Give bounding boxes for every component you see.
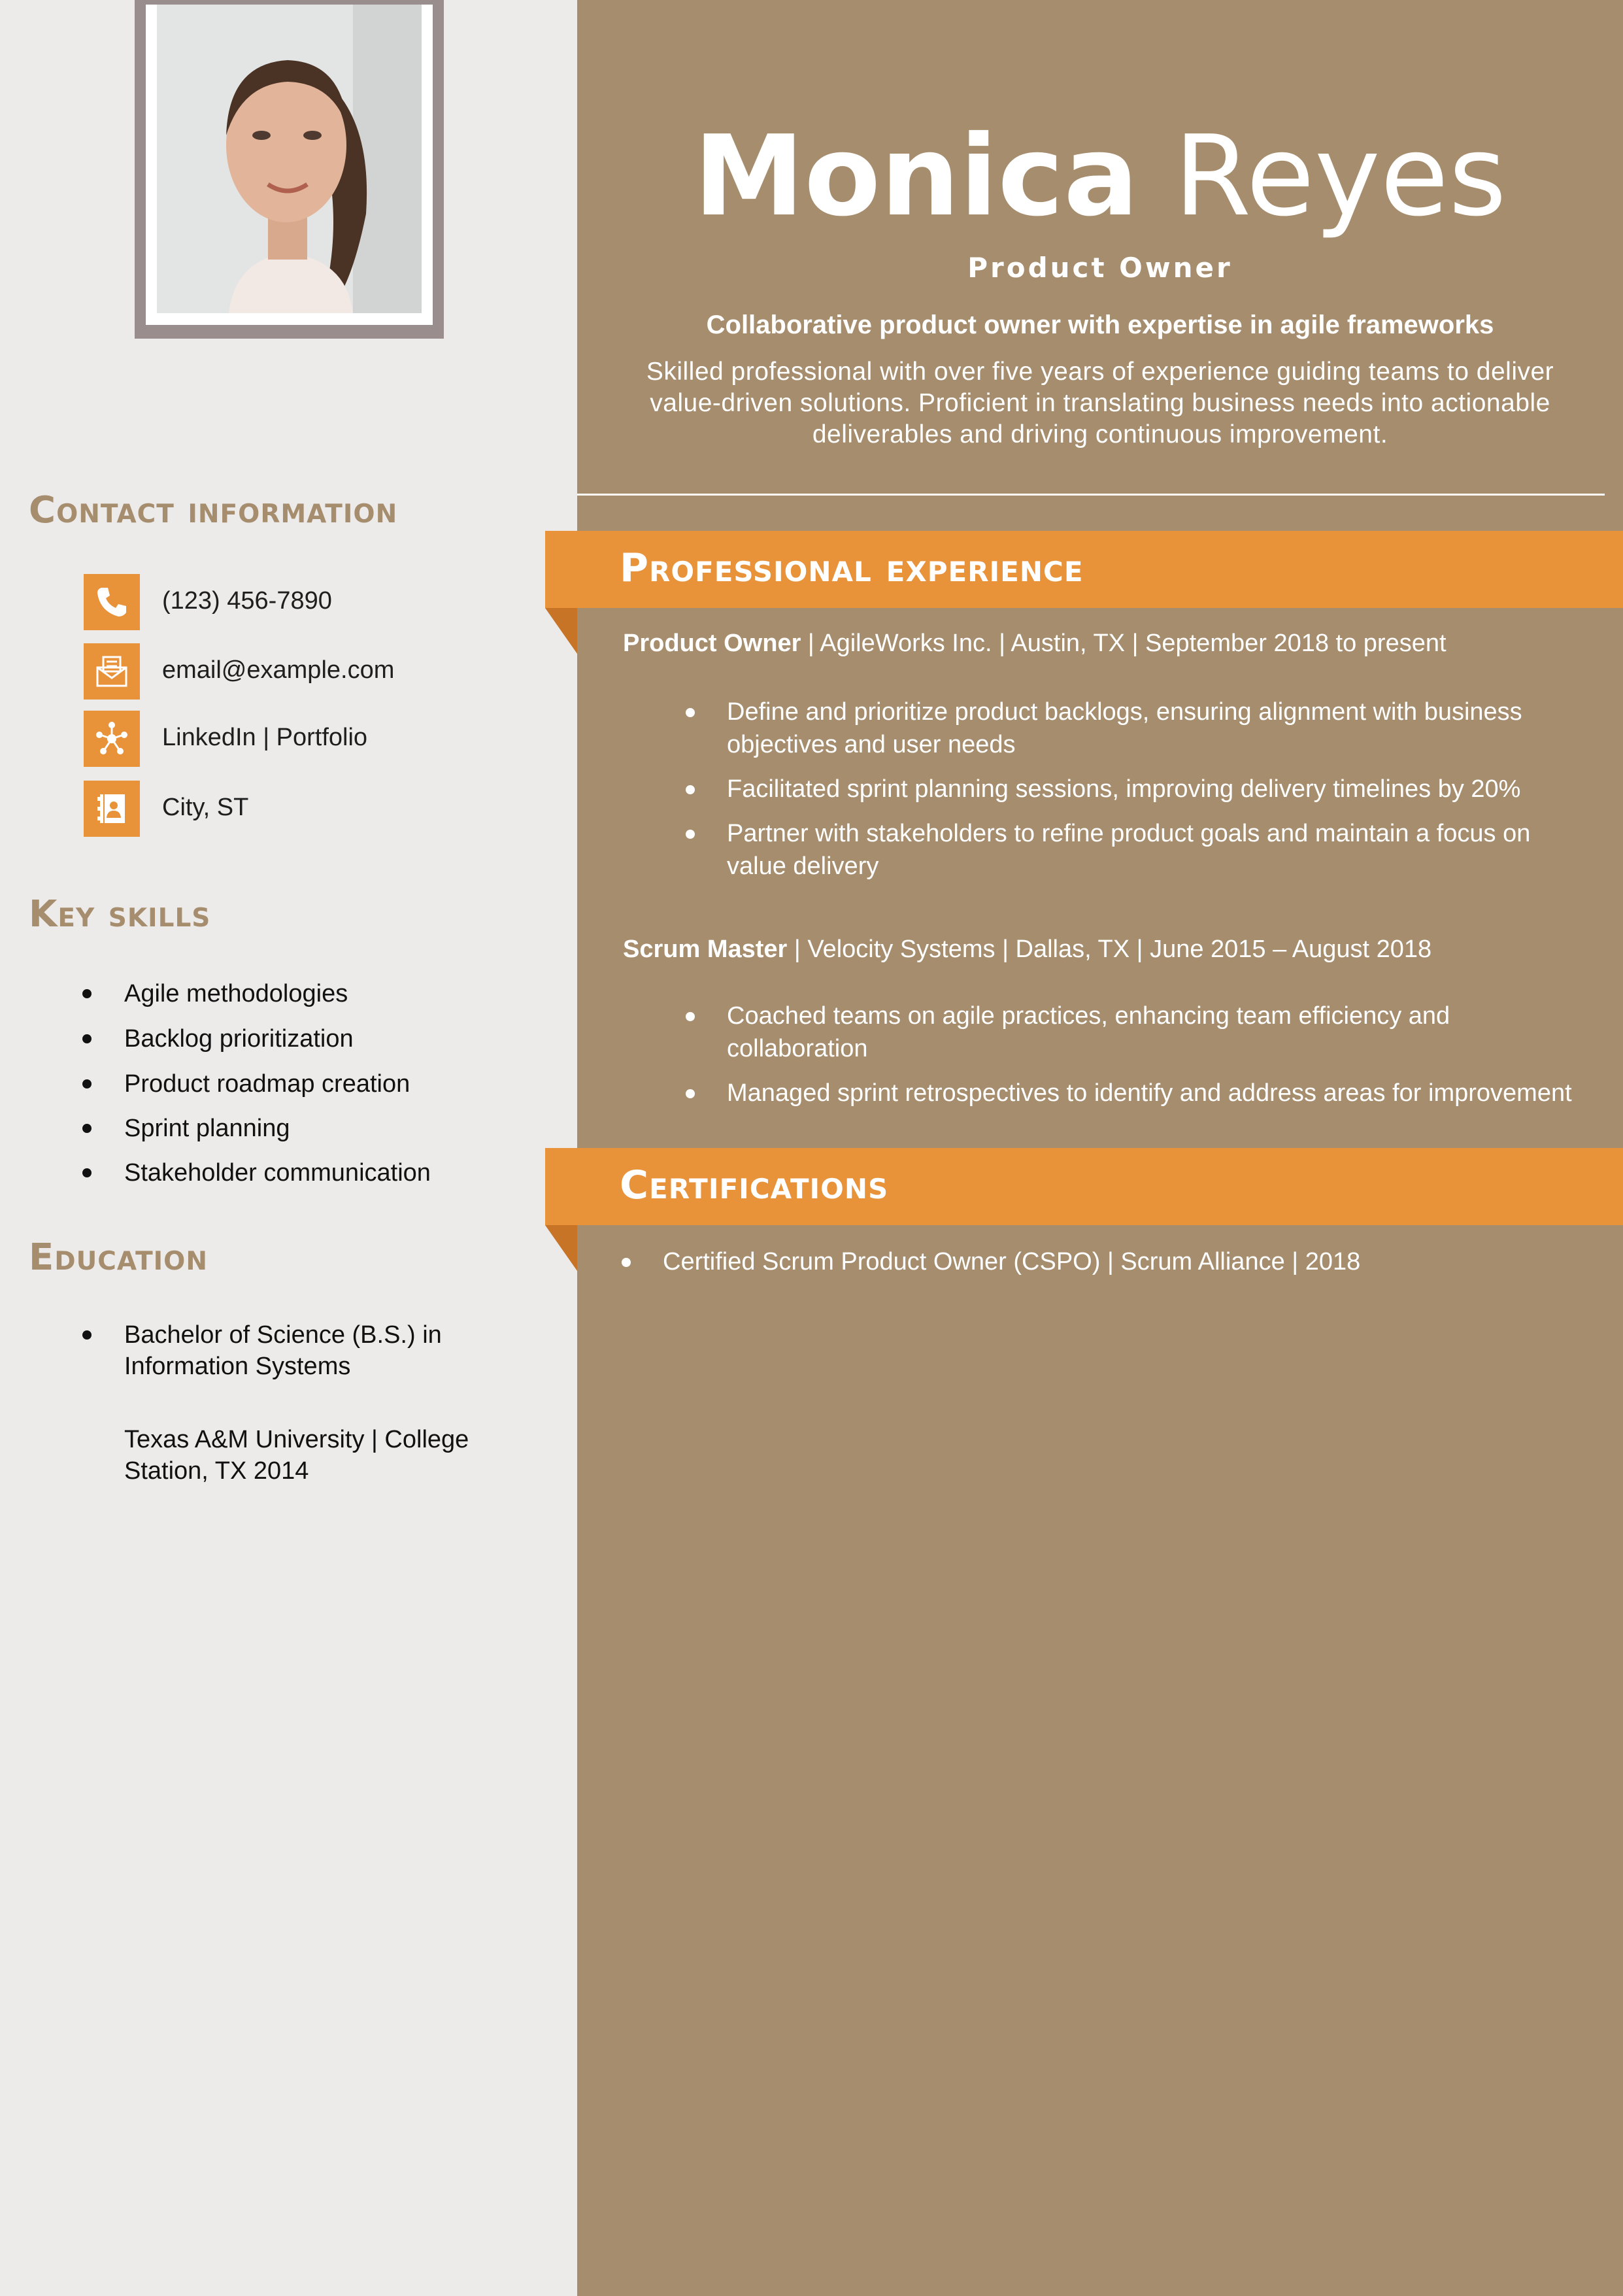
- bullet-icon: [686, 1012, 695, 1021]
- education-school: Texas A&M University | College Station, TX 2014: [124, 1426, 469, 1485]
- job-bullet: Partner with stakeholders to refine product goals and maintain a focus on value delivery: [727, 820, 1531, 880]
- person-photo-icon: [157, 5, 422, 313]
- job-role: Product Owner: [623, 630, 801, 657]
- skill-item: Product roadmap creation: [124, 1070, 410, 1098]
- bullet-icon: [82, 1124, 92, 1133]
- last-name: Reyes: [1173, 112, 1507, 241]
- bullet-icon: [82, 1079, 92, 1089]
- job-details: | Velocity Systems | Dallas, TX | June 2015 – August 2018: [787, 936, 1432, 963]
- phone-icon: [84, 574, 140, 630]
- bullet-icon: [82, 989, 92, 998]
- job-details: | AgileWorks Inc. | Austin, TX | September 2018 to present: [801, 630, 1447, 657]
- job-bullet: Facilitated sprint planning sessions, improving delivery timelines by 20%: [727, 775, 1521, 803]
- profile-photo: [157, 5, 422, 313]
- ribbon-fold: [545, 608, 577, 654]
- header-divider: [577, 494, 1605, 496]
- skill-item: Sprint planning: [124, 1115, 290, 1142]
- job-bullet: Define and prioritize product backlogs, ensuring alignment with business objectives and user needs: [727, 698, 1522, 758]
- bullet-icon: [686, 1089, 695, 1098]
- contact-heading: Contact information: [29, 489, 398, 532]
- job-bullet: Coached teams on agile practices, enhancing team efficiency and collaboration: [727, 1002, 1450, 1062]
- skill-item: Agile methodologies: [124, 980, 348, 1007]
- ribbon-fold: [545, 1225, 577, 1271]
- education-heading: Education: [29, 1236, 208, 1279]
- skills-heading: Key skills: [29, 893, 211, 936]
- bullet-icon: [82, 1034, 92, 1043]
- bullet-icon: [622, 1258, 631, 1267]
- profile-photo-frame: [135, 0, 444, 339]
- bullet-icon: [686, 830, 695, 839]
- sidebar: [0, 0, 577, 2296]
- bullet-icon: [686, 708, 695, 717]
- contact-email: [84, 643, 541, 702]
- address-book-icon: [84, 781, 140, 837]
- network-icon: [84, 711, 140, 767]
- bullet-icon: [82, 1168, 92, 1177]
- bullet-icon: [686, 785, 695, 794]
- education-degree: Bachelor of Science (B.S.) in Information Systems: [124, 1321, 442, 1380]
- experience-heading: Professional experience: [620, 545, 1084, 591]
- location-text: City, ST: [162, 794, 249, 821]
- job-title: Product Owner: [967, 252, 1233, 284]
- summary: Skilled professional with over five years of experience guiding teams to deliver value-driven solutions. Proficient in translating business needs into actionable deliverables and driving continuous improvement.: [646, 358, 1554, 448]
- certifications-heading: Certifications: [620, 1162, 889, 1208]
- phone-text: (123) 456-7890: [162, 587, 332, 615]
- tagline: Collaborative product owner with expertise in agile frameworks: [706, 311, 1494, 339]
- first-name: Monica: [694, 112, 1139, 241]
- contact-links: [84, 711, 541, 769]
- job-bullet: Managed sprint retrospectives to identify and address areas for improvement: [727, 1079, 1572, 1107]
- email-icon: [84, 643, 140, 700]
- contact-location: [84, 781, 541, 839]
- experience-section-bar: [545, 531, 1623, 608]
- bullet-icon: [82, 1330, 92, 1340]
- certification-item: Certified Scrum Product Owner (CSPO) | Scrum Alliance | 2018: [663, 1248, 1361, 1275]
- email-text[interactable]: email@example.com: [162, 656, 395, 684]
- job-header: [623, 936, 1431, 964]
- skill-item: Stakeholder communication: [124, 1159, 431, 1187]
- job-role: Scrum Master: [623, 936, 788, 963]
- links-text[interactable]: LinkedIn | Portfolio: [162, 724, 368, 751]
- contact-phone: [84, 574, 541, 633]
- candidate-name: [577, 111, 1623, 242]
- skill-item: Backlog prioritization: [124, 1025, 354, 1053]
- job-header: [623, 630, 1447, 658]
- certifications-section-bar: [545, 1148, 1623, 1225]
